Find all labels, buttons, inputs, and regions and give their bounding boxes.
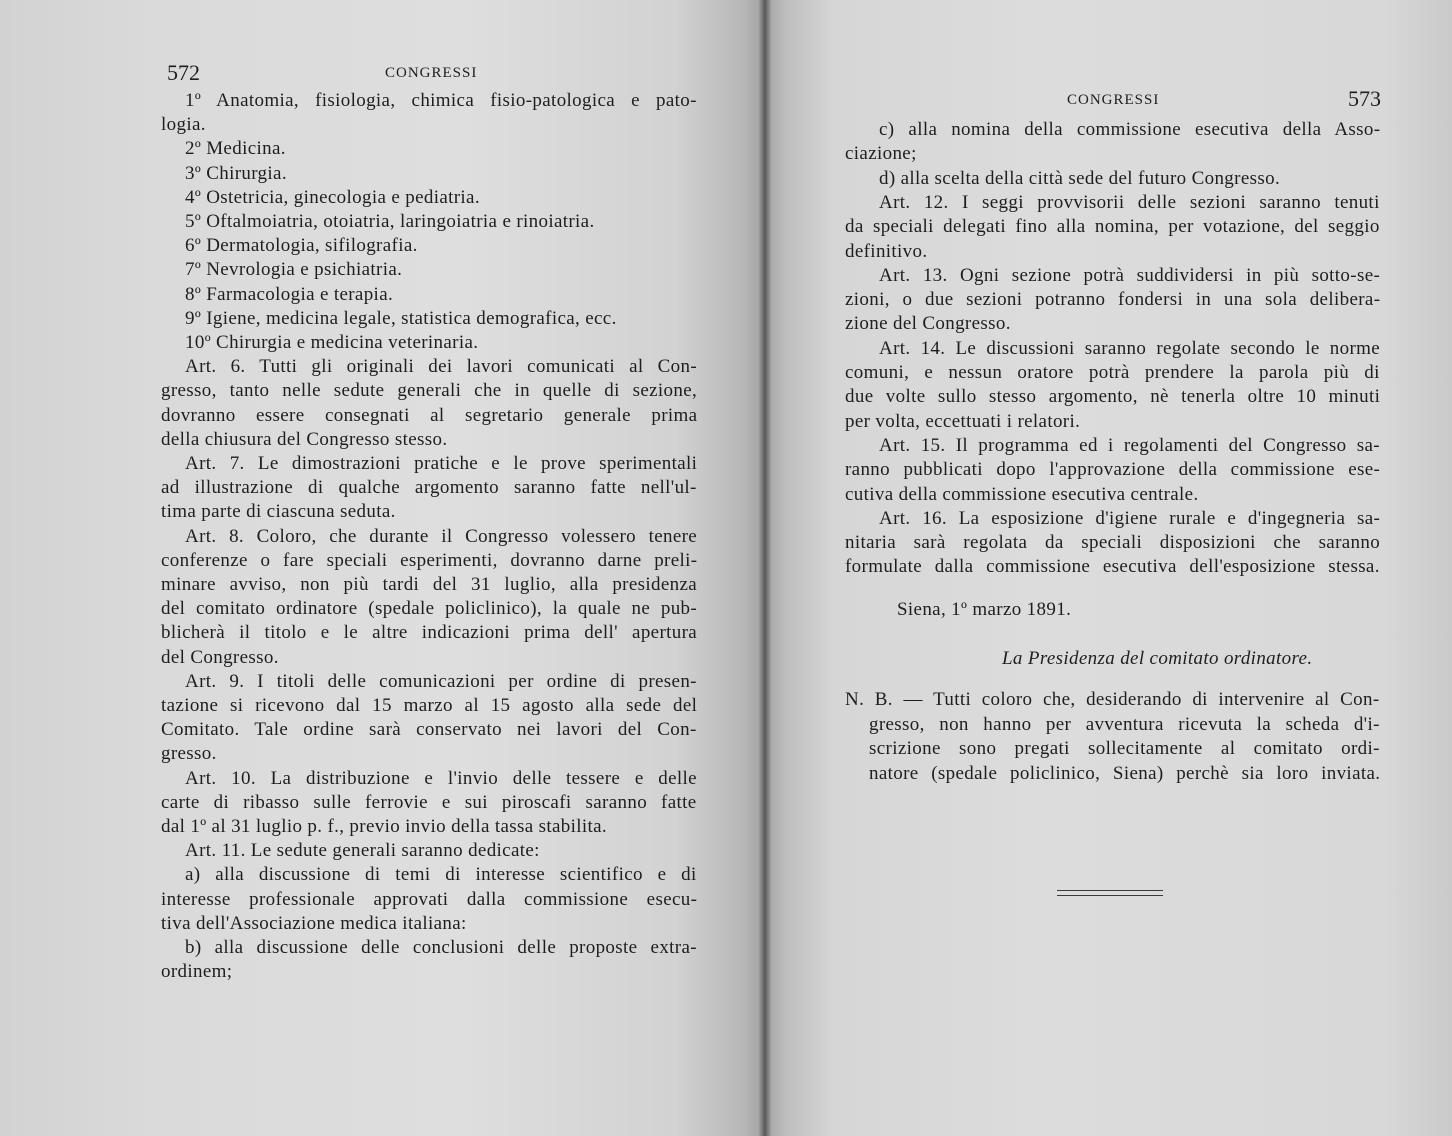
text-line: due volte sullo stesso argomento, nè tenerla oltre 10 minuti: [845, 386, 1381, 408]
text-line: definitivo.: [845, 240, 928, 262]
text-line: 5º Oftalmoiatria, otoiatria, laringoiatria e rinoiatria.: [185, 211, 595, 232]
text-line: Art. 7. Le dimostrazioni pratiche e le prove sperimentali: [185, 453, 698, 474]
text-line: per volta, eccettuati i relatori.: [845, 410, 1081, 432]
dateline: Siena, 1º marzo 1891.: [897, 599, 1072, 620]
text-line: ordinem;: [161, 961, 233, 983]
text-line: del Congresso.: [161, 646, 279, 668]
text-line: blicherà il titolo e le altre indicazioni prima dell' apertura: [161, 622, 698, 644]
text-line: Comitato. Tale ordine sarà conservato nei lavori del Con-: [161, 719, 697, 741]
text-line: del comitato ordinatore (spedale policlinico), la quale ne pub-: [161, 598, 698, 620]
text-line: 6º Dermatologia, sifilografia.: [185, 235, 418, 257]
text-line: zione del Congresso.: [845, 313, 1011, 335]
text-line: dovranno essere consegnati al segretario generale prima: [161, 404, 698, 426]
book-gutter: [757, 0, 771, 1136]
text-line: ad illustrazione di qualche argomento saranno fatte nell'ul-: [161, 477, 697, 499]
text-line: conferenze o fare speciali esperimenti, dovranno darne preli-: [161, 549, 698, 571]
text-line: 2º Medicina.: [185, 138, 286, 160]
text-line: da speciali delegati fino alla nomina, per votazione, del seggio: [845, 216, 1380, 238]
text-line: Art. 12. I seggi provvisorii delle sezioni saranno tenuti: [879, 191, 1380, 213]
text-line: a) alla discussione di temi di interesse scientifico e di: [185, 864, 697, 886]
left-running-head: CONGRESSI: [385, 65, 478, 81]
right-running-head: CONGRESSI: [1067, 92, 1160, 108]
text-line: b) alla discussione delle conclusioni delle proposte extra-: [185, 937, 697, 958]
text-line: interesse professionale approvati dalla commissione esecu-: [161, 888, 698, 910]
text-line: 1º Anatomia, fisiologia, chimica fisio-patologica e pato-: [185, 90, 697, 111]
text-line: della chiusura del Congresso stesso.: [161, 428, 448, 450]
text-line: gresso.: [161, 743, 217, 765]
text-line: carte di ribasso sulle ferrovie e sui piroscafi saranno fatte: [161, 791, 697, 813]
text-line: Art. 16. La esposizione d'igiene rurale e d'ingegneria sa-: [879, 507, 1381, 529]
text-line: Art. 11. Le sedute generali saranno dedicate:: [185, 840, 540, 862]
signature: La Presidenza del comitato ordinatore.: [1002, 648, 1313, 669]
text-line: 7º Nevrologia e psichiatria.: [185, 259, 403, 281]
text-line: 9º Igiene, medicina legale, statistica demografica, ecc.: [185, 307, 617, 329]
text-line: Art. 10. La distribuzione e l'invio delle tessere e delle: [185, 767, 697, 789]
text-line: cutiva della commissione esecutiva centrale.: [845, 483, 1199, 505]
text-line: N. B. — Tutti coloro che, desiderando di intervenire al Con-: [845, 689, 1380, 710]
text-line: Art. 6. Tutti gli originali dei lavori comunicati al Con-: [185, 356, 698, 378]
text-line: Art. 15. Il programma ed i regolamenti del Congresso sa-: [879, 434, 1380, 456]
text-line: tazione si ricevono dal 15 marzo al 15 agosto alla sede del: [161, 695, 698, 716]
text-line: ranno pubblicati dopo l'approvazione della commissione ese-: [845, 459, 1381, 481]
text-line: 3º Chirurgia.: [185, 162, 287, 184]
right-page-number: 573: [1348, 86, 1381, 111]
text-line: tiva dell'Associazione medica italiana:: [161, 912, 467, 934]
text-line: formulate dalla commissione esecutiva dell'esposizione stessa.: [845, 556, 1380, 578]
double-rule-divider: [1057, 890, 1163, 896]
text-line: gresso, non hanno per avventura ricevuta la scheda d'i-: [869, 713, 1380, 735]
right-page: [765, 0, 1452, 1136]
text-line: ciazione;: [845, 143, 917, 165]
text-line: Art. 9. I titoli delle comunicazioni per ordine di presen-: [185, 670, 697, 692]
text-line: Art. 13. Ogni sezione potrà suddividersi in più sotto-se-: [879, 264, 1381, 286]
text-line: gresso, tanto nelle sedute generali che in quelle di sezione,: [161, 380, 698, 402]
text-line: 4º Ostetricia, ginecologia e pediatria.: [185, 186, 480, 208]
text-line: d) alla scelta della città sede del futuro Congresso.: [879, 167, 1281, 189]
text-line: scrizione sono pregati sollecitamente al comitato ordi-: [869, 738, 1380, 759]
text-line: Art. 8. Coloro, che durante il Congresso volessero tenere: [185, 525, 698, 547]
text-line: dal 1º al 31 luglio p. f., previo invio della tassa stabilita.: [161, 816, 608, 837]
left-page-number: 572: [167, 60, 200, 85]
text-line: 10º Chirurgia e medicina veterinaria.: [185, 332, 479, 353]
text-line: zioni, o due sezioni potranno fondersi in una sola delibera-: [845, 289, 1381, 311]
text-line: logia.: [161, 114, 206, 136]
text-line: natore (spedale policlinico, Siena) perchè sia loro inviata.: [869, 762, 1381, 784]
text-line: minare avviso, non più tardi del 31 luglio, alla presidenza: [161, 574, 698, 595]
text-line: nitaria sarà regolata da speciali disposizioni che saranno: [845, 532, 1381, 554]
text-line: tima parte di ciascuna seduta.: [161, 501, 396, 523]
text-line: 8º Farmacologia e terapia.: [185, 283, 394, 305]
text-line: comuni, e nessun oratore potrà prendere la parola più di: [845, 362, 1380, 383]
text-line: c) alla nomina della commissione esecutiva della Asso-: [879, 119, 1381, 140]
text-line: Art. 14. Le discussioni saranno regolate secondo le norme: [879, 337, 1381, 359]
